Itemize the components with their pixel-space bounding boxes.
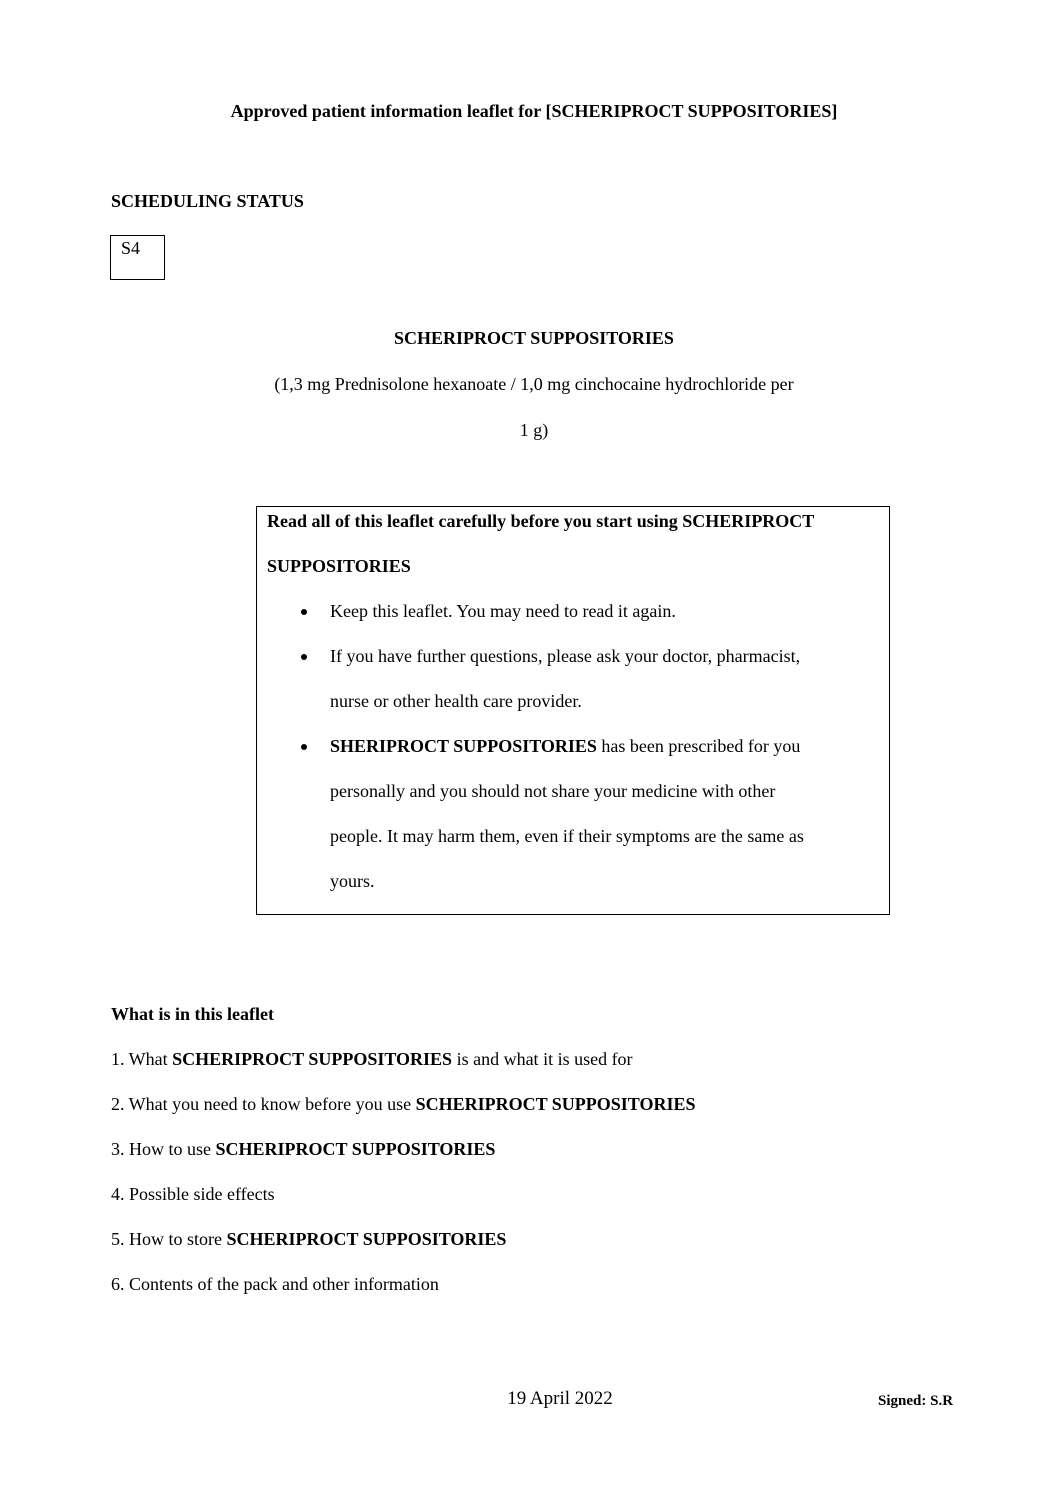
- toc-item-text: 6. Contents of the pack and other information: [111, 1274, 439, 1294]
- toc-item-text: 4. Possible side effects: [111, 1184, 275, 1204]
- toc-item-product: SCHERIPROCT SUPPOSITORIES: [226, 1229, 507, 1249]
- notice-bullet-3-line-1: [330, 736, 800, 757]
- toc-item-text: is and what it is used for: [452, 1049, 633, 1069]
- document-title: Approved patient information leaflet for [SCHERIPROCT SUPPOSITORIES]: [230, 101, 838, 121]
- scheduling-status-value: S4: [121, 238, 141, 258]
- signed-value: S.R: [926, 1393, 954, 1409]
- bullet-icon: [301, 654, 307, 660]
- notice-bullet-2-line-2: nurse or other health care provider.: [330, 691, 582, 711]
- leaflet-notice-box: [256, 506, 890, 915]
- toc-item-text: 5. How to store: [111, 1229, 227, 1249]
- toc-item: [111, 1049, 633, 1070]
- toc-heading: What is in this leaflet: [111, 1004, 275, 1024]
- notice-heading-line-2: SUPPOSITORIES: [267, 556, 411, 576]
- toc-item: [111, 1274, 439, 1295]
- bullet-icon: [301, 609, 307, 615]
- toc-item: [111, 1139, 495, 1160]
- toc-item: [111, 1094, 696, 1115]
- footer-date: 19 April 2022: [507, 1388, 613, 1409]
- notice-bullet-3-line-4: yours.: [330, 871, 375, 891]
- toc-item-text: 2. What you need to know before you use: [111, 1094, 416, 1114]
- notice-bullet-3-line-1-rest: has been prescribed for you: [596, 736, 801, 756]
- footer-signature: [878, 1393, 953, 1410]
- notice-bullet-1: Keep this leaflet. You may need to read it again.: [330, 601, 676, 621]
- product-name: SCHERIPROCT SUPPOSITORIES: [394, 328, 674, 348]
- toc-item: [111, 1184, 275, 1205]
- scheduling-status-box: [110, 235, 165, 280]
- toc-item-product: SCHERIPROCT SUPPOSITORIES: [415, 1094, 696, 1114]
- notice-bullet-3-line-2: personally and you should not share your medicine with other: [330, 781, 776, 801]
- toc-item-text: 3. How to use: [111, 1139, 216, 1159]
- toc-item: [111, 1229, 506, 1250]
- signed-label: Signed:: [878, 1393, 927, 1409]
- toc-item-product: SCHERIPROCT SUPPOSITORIES: [215, 1139, 496, 1159]
- composition-line-2: 1 g): [519, 420, 549, 440]
- composition-line-1: (1,3 mg Prednisolone hexanoate / 1,0 mg cinchocaine hydrochloride per: [274, 374, 794, 394]
- notice-bullet-3-product: SHERIPROCT SUPPOSITORIES: [330, 736, 597, 756]
- toc-item-product: SCHERIPROCT SUPPOSITORIES: [172, 1049, 453, 1069]
- toc-item-text: 1. What: [111, 1049, 173, 1069]
- notice-bullet-2-line-1: If you have further questions, please ask your doctor, pharmacist,: [330, 646, 801, 666]
- notice-bullet-3-line-3: people. It may harm them, even if their symptoms are the same as: [330, 826, 804, 846]
- bullet-icon: [301, 744, 307, 750]
- notice-heading-line-1: Read all of this leaflet carefully before you start using SCHERIPROCT: [267, 511, 815, 531]
- scheduling-status-heading: SCHEDULING STATUS: [111, 191, 304, 211]
